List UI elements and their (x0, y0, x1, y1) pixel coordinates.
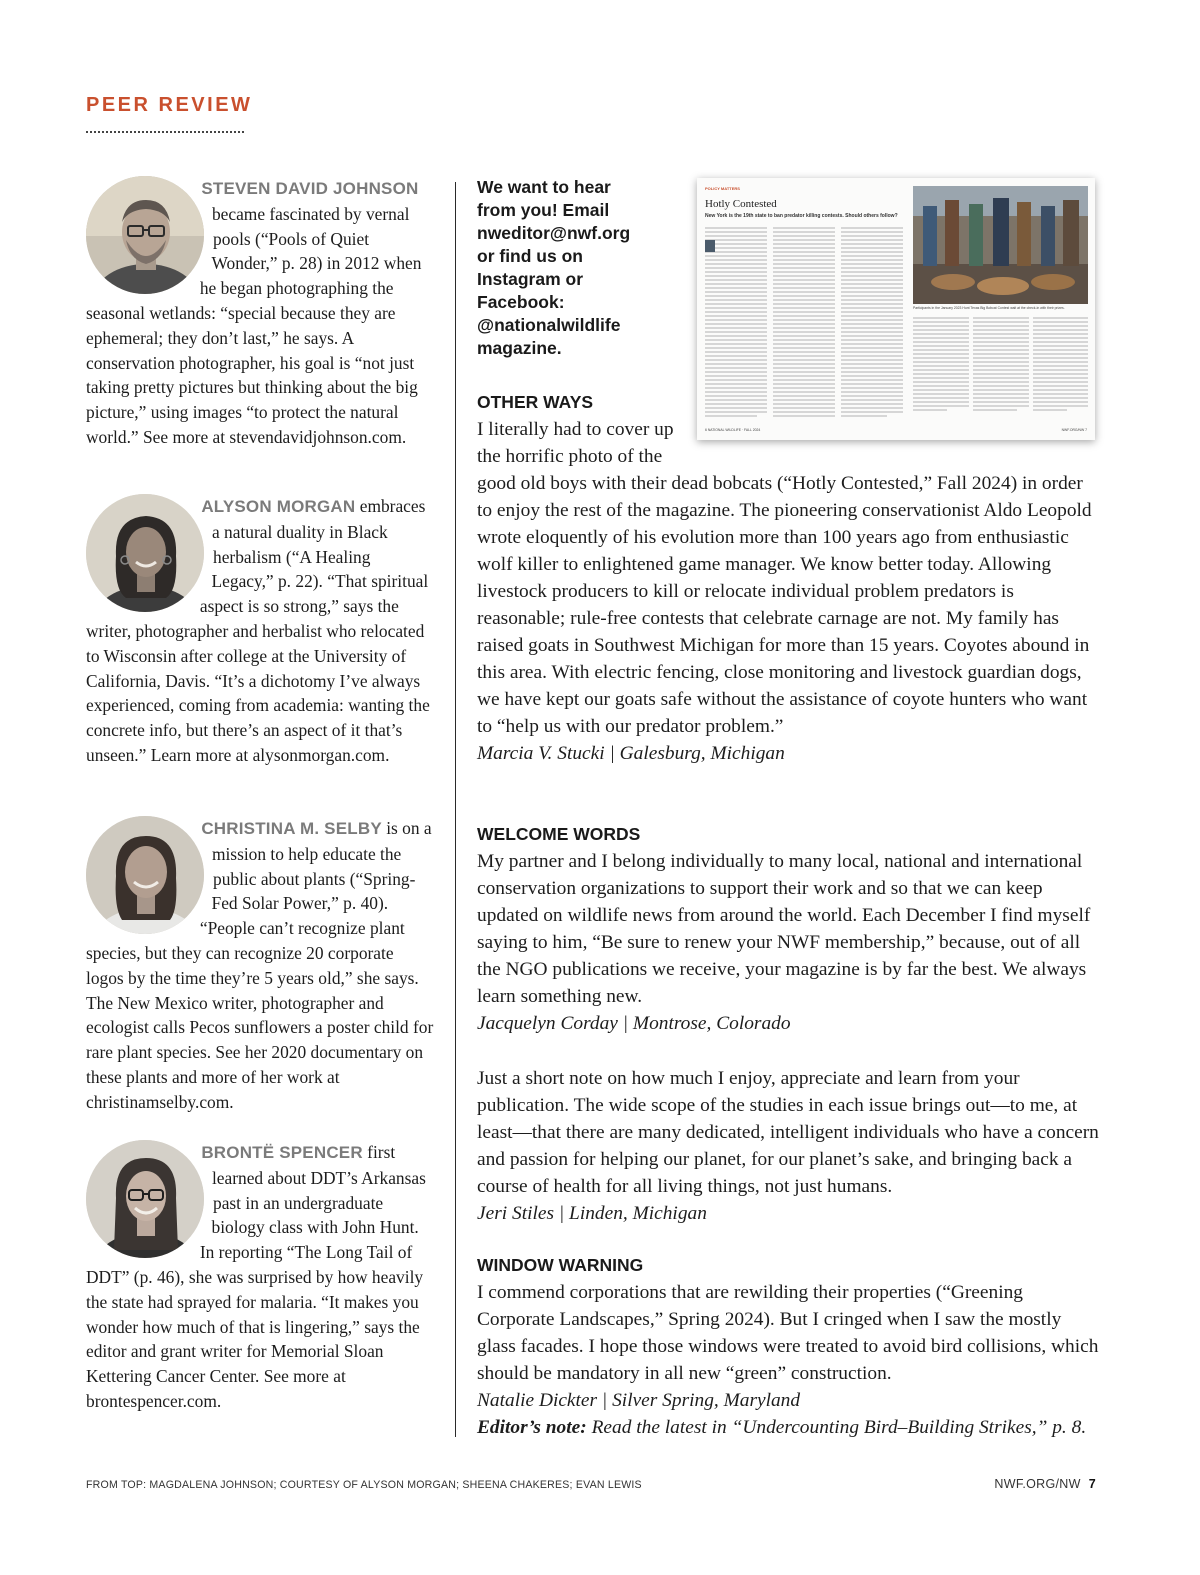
letter-heading: WINDOW WARNING (477, 1255, 644, 1275)
contributor-photo (86, 176, 204, 294)
section-title: PEER REVIEW (86, 94, 253, 116)
contributor-text: is on a mission to help educate the public about plants (“Spring-Fed Solar Power,” p. 40). “People can’t recognize plant species, but they can recognize 20 corporate logos by the time they’re 5 years old,” she says. The New Mexico writer, photographer and ecologist calls Pecos sunflowers a poster child for rare plant species. See her 2020 documentary on these plants and more of her work at christinamselby.com. (86, 818, 434, 1112)
contributor-text: embraces a natural duality in Black herbalism (“A Healing Legacy,” p. 22). “That spiritual aspect is so strong,” says the writer, photographer and herbalist who relocated to Wisconsin after college at the University of California, Davis. “It’s a dichotomy I’ve always experienced, coming from academia: wanting the concrete info, but there’s an aspect of it that’s unseen.” Learn more at alysonmorgan.com. (86, 496, 430, 765)
letter-body: My partner and I belong individually to many local, national and international conservation organizations to support their work and so that we can keep updated on wildlife news from around the world. Each December I find myself saying to him, “Be sure to renew your NWF membership,” because, out of all the NGO publications we receive, your magazine is by far the best. We always learn something new. (477, 851, 1091, 1007)
page-folio (994, 1477, 1096, 1491)
thumbnail-folio-right: NWF.ORG/NW 7 (1061, 428, 1087, 432)
thumbnail-kicker: POLICY MATTERS (705, 186, 740, 191)
letter-signature: Jeri Stiles | Linden, Michigan (477, 1203, 707, 1224)
letter-heading: WELCOME WORDS (477, 824, 641, 844)
contributor-bio (86, 494, 434, 768)
contributor-text: first learned about DDT’s Arkansas past in an undergraduate biology class with John Hunt. In reporting “The Long Tail of DDT” (p. 46), she was surprised by how heavily the state had sprayed for malaria. “It makes you wonder how much of that is lingering,” says the editor and grant writer for Memorial Sloan Kettering Cancer Center. See more at brontespencer.com. (86, 1142, 426, 1411)
editor-note (477, 1414, 1099, 1441)
letter-body: Just a short note on how much I enjoy, appreciate and learn from your publication. The wide scope of the studies in each issue brings out—to me, at least—that there are many dedicated, intelligent individuals who have a concern and passion for helping our planet, for our planet’s sake, and bringing back a course of health for all living things, not just humans. (477, 1068, 1099, 1197)
contributor-photo (86, 816, 204, 934)
reader-letter (477, 1253, 1099, 1441)
letter-body: I commend corporations that are rewilding their properties (“Greening Corporate Landscapes,” Spring 2024). But I cringed when I saw the mostly glass facades. I hope those windows were treated to avoid bird collisions, which should be mandatory in all new “green” construction. (477, 1282, 1099, 1384)
thumbnail-title: Hotly Contested (705, 198, 777, 210)
column-divider (455, 182, 456, 1437)
reader-letter (477, 390, 1101, 767)
thumbnail-caption: Participants in the January 2023 Hunt Texas Big Bobcat Contest wait at the check-in with their prizes. (913, 306, 1065, 310)
contributor-name: ALYSON MORGAN (201, 497, 356, 516)
site-url: NWF.ORG/NW (994, 1477, 1081, 1491)
thumbnail-folio-left: 6 NATIONAL WILDLIFE · FALL 2024 (705, 428, 761, 432)
contributor-bio (86, 176, 434, 450)
letter-signature: Marcia V. Stucki | Galesburg, Michigan (477, 743, 785, 764)
thumbnail-wrap-spacer (697, 390, 1101, 454)
page-number: 7 (1088, 1477, 1096, 1491)
thumbnail-deck: New York is the 19th state to ban predator killing contests. Should others follow? (705, 213, 898, 219)
section-divider (86, 131, 244, 133)
editor-note-text: Read the latest in “Undercounting Bird–Building Strikes,” p. 8. (586, 1417, 1087, 1438)
contributor-text: became fascinated by vernal pools (“Pools of Quiet Wonder,” p. 28) in 2012 when he began photographing the seasonal wetlands: “special because they are ephemeral; they don’t last,” he says. A conservation photographer, his goal is “not just taking pretty pictures but thinking about the big picture,” using images “to protect the natural world.” See more at stevendavidjohnson.com. (86, 203, 422, 447)
editor-note-label: Editor’s note: (477, 1417, 587, 1438)
photo-credits: FROM TOP: MAGDALENA JOHNSON; COURTESY OF ALYSON MORGAN; SHEENA CHAKERES; EVAN LEWIS (86, 1479, 642, 1491)
contributor-photo (86, 494, 204, 612)
letter-body: I literally had to cover up the horrific photo of the good old boys with their dead bobcats (“Hotly Contested,” Fall 2024) in order to enjoy the rest of the magazine. The pioneering conservationist Aldo Leopold wrote eloquently of his evolution more than 100 years ago from enthusiastic wolf killer to enlightened game manager. We know better today. Allowing livestock producers to kill or relocate individual problem predators is reasonable; rule-free contests that celebrate carnage are not. My family has raised goats in Southwest Michigan for more than 15 years. Coyotes abound in this area. With electric fencing, close monitoring and livestock guardian dogs, we have kept our goats safe without the assistance of coyote hunters who want to “help us with our predator problem.” (477, 419, 1092, 737)
reader-letter (477, 1065, 1099, 1227)
contributor-name: BRONTË SPENCER (201, 1143, 363, 1162)
contributor-bio (86, 816, 434, 1115)
reader-letter (477, 822, 1099, 1037)
letter-signature: Natalie Dickter | Silver Spring, Maryland (477, 1390, 801, 1411)
contributor-name: CHRISTINA M. SELBY (201, 819, 382, 838)
contact-callout: We want to hear from you! Email nweditor@nwf.org or find us on Instagram or Facebook: @nationalwildlife magazine. (477, 177, 631, 358)
contributor-photo (86, 1140, 204, 1258)
thumbnail-photo (913, 186, 1088, 304)
letter-signature: Jacquelyn Corday | Montrose, Colorado (477, 1013, 791, 1034)
letter-heading: OTHER WAYS (477, 392, 594, 412)
contributor-name: STEVEN DAVID JOHNSON (201, 179, 419, 198)
contributor-bio (86, 1140, 434, 1414)
